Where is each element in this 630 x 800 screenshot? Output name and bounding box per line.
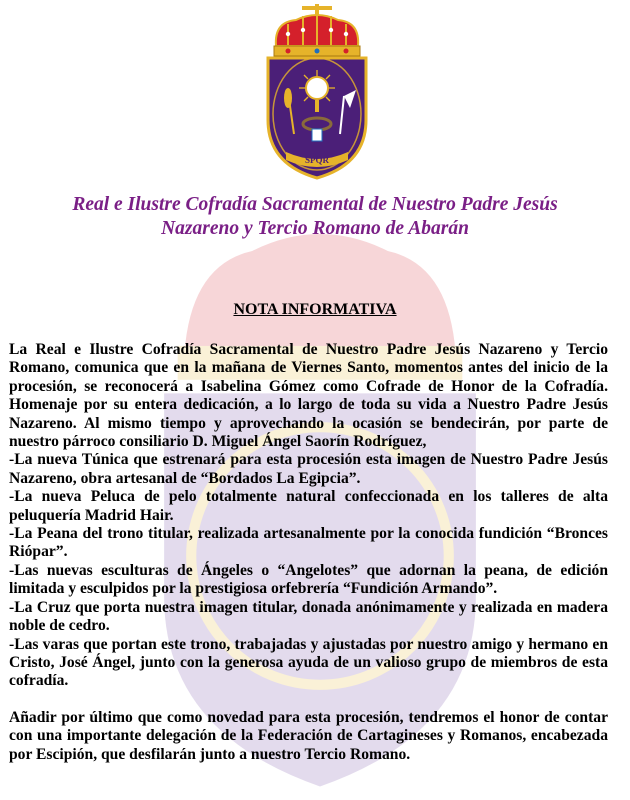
list-item: -La nueva Túnica que estrenará para esta procesión esta imagen de Nuestro Padre Jesús Nazareno, obra artesanal de “Bordados La Egipcia”. [9, 451, 608, 487]
list-item: -La nueva Peluca de pelo totalmente natural confeccionada en los talleres de alta peluquería Madrid Hair. [9, 488, 608, 524]
document-subject: NOTA INFORMATIVA [233, 301, 397, 318]
list-item: -La Peana del trono titular, realizada artesanalmente por la conocida fundición “Bronces Riópar”. [9, 525, 608, 561]
list-item: -Las varas que portan este trono, trabajadas y ajustadas por nuestro amigo y hermano en Cristo, José Ángel, junto con la generosa ayuda de un valioso grupo de miembros de esta cofradía. [9, 635, 608, 690]
list-item: -La Cruz que porta nuestra imagen titular, donada anónimamente y realizada en madera noble de cedro. [9, 598, 608, 635]
heading-line-1: Real e Ilustre Cofradía Sacramental de Nuestro Padre Jesús [72, 194, 558, 215]
document-body [9, 341, 608, 764]
paragraph-intro: La Real e Ilustre Cofradía Sacramental de Nuestro Padre Jesús Nazareno y Tercio Romano, comunica que en la mañana de Viernes Santo, momentos antes del inicio de la procesión, se reconocerá a Isabelina Gómez como Cofrade de Honor de la Cofradía. Homenaje por su entera dedicación, a lo largo de toda su vida a Nuestro Padre Jesús Nazareno. Al mismo tiempo y aprovechando la ocasión se bendecirán, por parte de nuestro párroco consiliario D. Miguel Ángel Saorín Rodríguez, [9, 341, 608, 451]
list-item: -Las nuevas esculturas de Ángeles o “Angelotes” que adornan la peana, de edición limitada y esculpidos por la prestigiosa orfebrería “Fundición Armando”. [9, 561, 608, 598]
cofradia-heading [20, 193, 610, 241]
cofradia-crest-icon [258, 4, 376, 180]
paragraph-closing: Añadir por último que como novedad para esta procesión, tendremos el honor de contar con una importante delegación de la Federación de Cartagineses y Romanos, encabezada por Escipión, que desfilarán junto a nuestro Tercio Romano. [9, 708, 608, 763]
heading-line-2: Nazareno y Tercio Romano de Abarán [161, 218, 469, 239]
crest-motto: SPQR [304, 155, 330, 165]
